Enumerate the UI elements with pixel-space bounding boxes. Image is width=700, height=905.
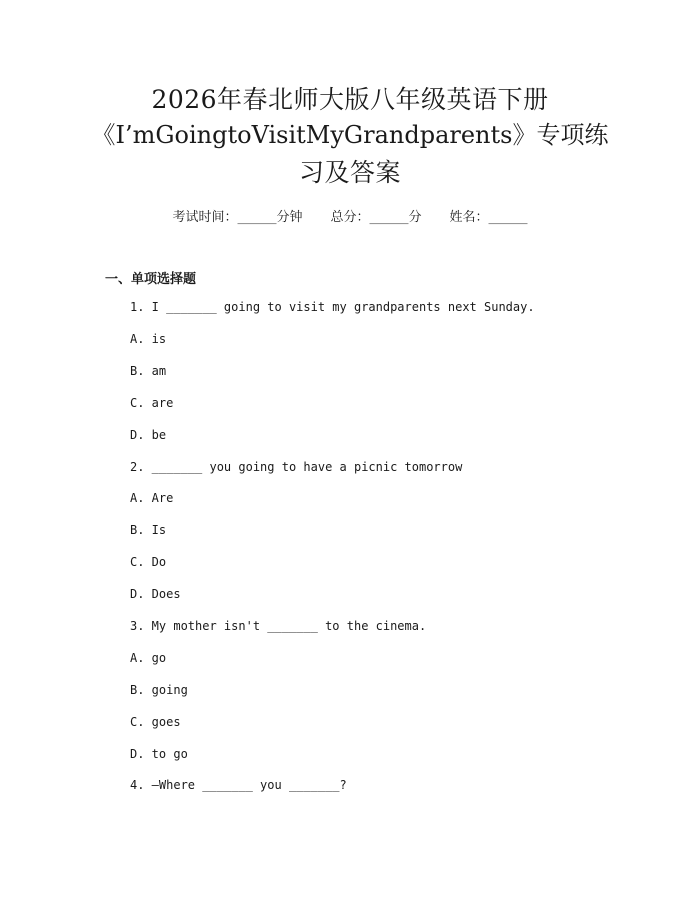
question-2-stem: 2. _______ you going to have a picnic tomorrow — [130, 460, 463, 474]
exam-info — [0, 206, 700, 225]
exam-name: 姓名：______ — [449, 210, 528, 225]
question-2-option-b: B. Is — [130, 523, 167, 537]
question-3-option-d: D. to go — [130, 747, 188, 761]
question-1-stem: 1. I _______ going to visit my grandparents next Sunday. — [130, 300, 535, 314]
question-4-stem: 4. —Where _______ you _______? — [130, 778, 347, 792]
question-1-option-c: C. are — [130, 396, 174, 410]
question-3-option-b: B. going — [130, 683, 188, 697]
document-title-line-2: 《I’mGoingtoVisitMyGrandparents》专项练 — [91, 121, 609, 149]
question-2-option-c: C. Do — [130, 555, 167, 569]
question-3-option-a: A. go — [130, 651, 167, 665]
question-3-option-c: C. goes — [130, 715, 181, 729]
question-3-stem: 3. My mother isn't _______ to the cinema. — [130, 619, 427, 633]
document-title-line-1: 2026年春北师大版八年级英语下册 — [151, 85, 549, 114]
question-1-option-d: D. be — [130, 428, 167, 442]
document-title-line-3: 习及答案 — [298, 158, 401, 187]
question-1-option-b: B. am — [130, 364, 167, 378]
exam-score: 总分：______分 — [330, 210, 422, 225]
question-2-option-a: A. Are — [130, 491, 174, 505]
question-2-option-d: D. Does — [130, 587, 181, 601]
exam-time: 考试时间：______分钟 — [172, 210, 303, 225]
question-1-option-a: A. is — [130, 332, 167, 346]
section-heading: 一、单项选择题 — [105, 272, 197, 287]
